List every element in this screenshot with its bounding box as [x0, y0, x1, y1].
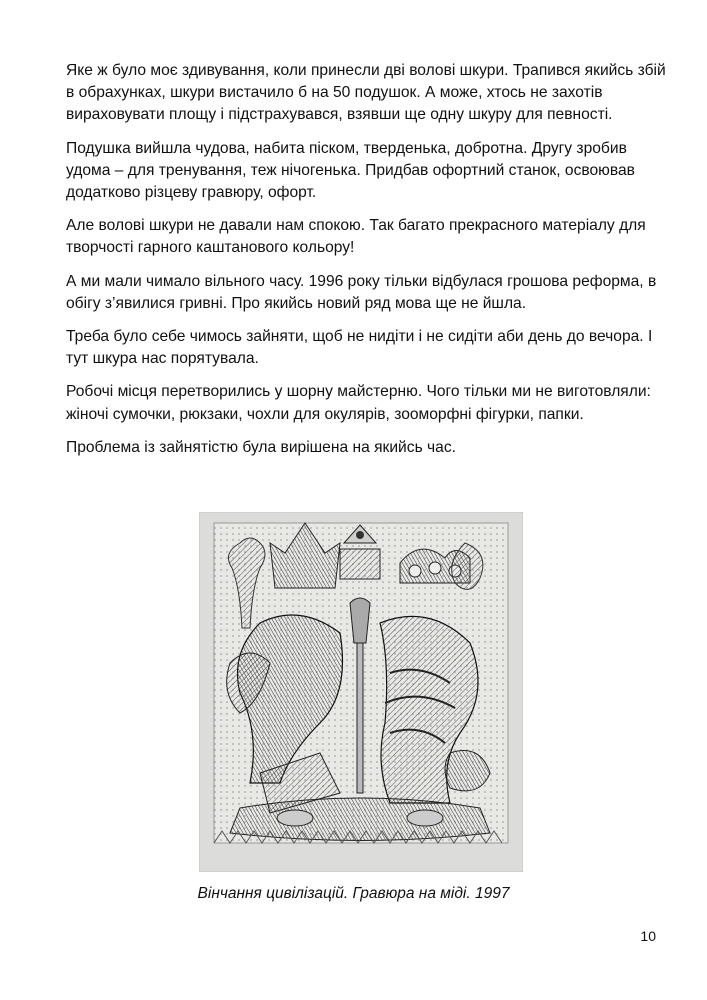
paragraph-3: Але волові шкури не давали нам спокою. Так багато прекрасного матеріалу для творчості гарного каштанового кольору!	[66, 217, 646, 257]
body-text	[66, 60, 666, 470]
figure-caption: Вінчання цивілізацій. Гравюра на міді. 1997	[197, 885, 510, 902]
paragraph-4: А ми мали чимало вільного часу. 1996 року тільки відбулася грошова реформа, в обігу з’явилися гривні. Про якийсь новий ряд мова ще не йшла.	[66, 272, 657, 312]
paragraph-5: Треба було себе чимось зайняти, щоб не нидіти і не сидіти аби день до вечора. І тут шкура нас порятувала.	[66, 328, 653, 368]
paragraph-2: Подушка вийшла чудова, набита піском, тверденька, добротна. Другу зробив удома – для тренування, теж нічогенька. Придбав офортний станок, освоював додатково різцеву гравюру, офорт.	[66, 139, 635, 202]
paragraph-6: Робочі місця перетворились у шорну майстерню. Чого тільки ми не виготовляли: жіночі сумочки, рюкзаки, чохли для окулярів, зооморфні фігурки, папки.	[66, 383, 651, 423]
page-number: 10	[640, 928, 656, 944]
paragraph-7: Проблема із зайнятістю була вирішена на якийсь час.	[66, 438, 456, 456]
engraving-image	[199, 512, 523, 872]
paragraph-1: Яке ж було моє здивування, коли принесли дві волові шкури. Трапився якийсь збій в обрахунках, шкури вистачило б на 50 подушок. А може, хтось не захотів вираховувати площу і підстрахувався, взявши ще одну шкуру для певності.	[66, 62, 666, 124]
engraving-illustration	[200, 513, 522, 871]
